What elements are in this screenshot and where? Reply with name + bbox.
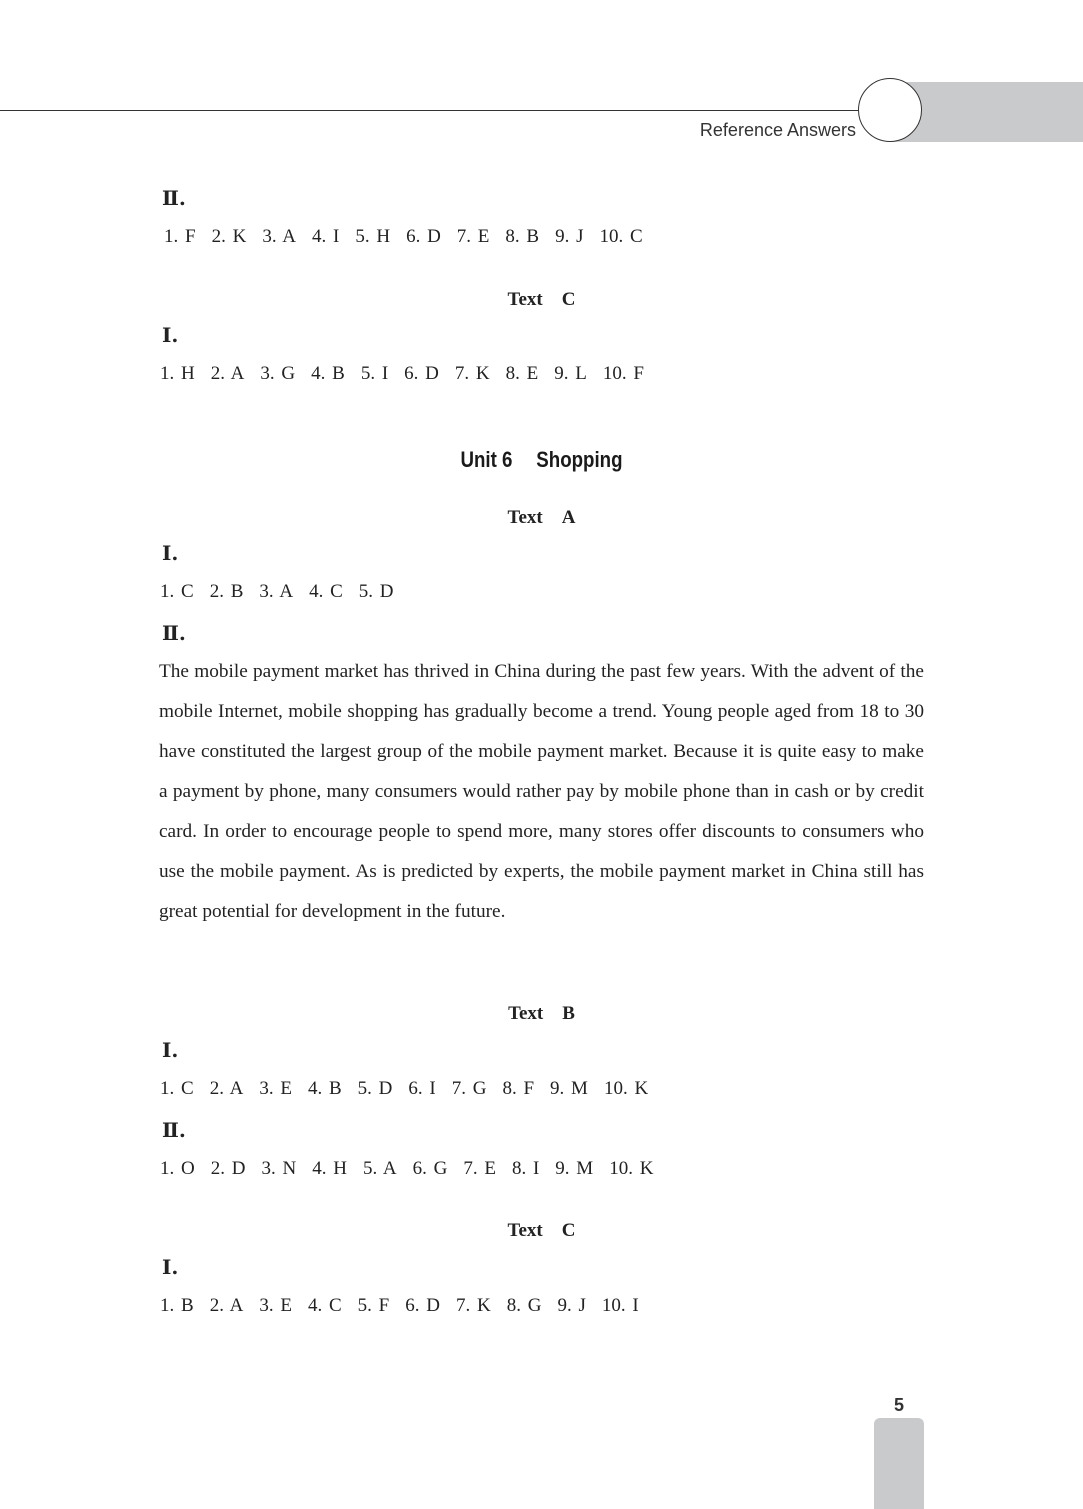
header-circle-ornament: [858, 78, 922, 142]
answer-item: 10. C: [599, 226, 643, 247]
answer-item: 9. L: [554, 363, 587, 384]
section-label-ii: Ⅱ.: [162, 1118, 186, 1142]
answer-item: 7. K: [454, 363, 490, 384]
section-label-i: Ⅰ.: [162, 1038, 179, 1062]
section-label-i: Ⅰ.: [162, 1255, 179, 1279]
answer-item: 4. C: [307, 1295, 342, 1316]
answer-item: 5. I: [360, 363, 389, 384]
answer-item: 1. C: [160, 1078, 194, 1099]
header-rule: [0, 110, 880, 111]
subheading-text-c: Text C: [507, 289, 576, 310]
running-header: Reference Answers: [699, 120, 856, 140]
answer-item: 8. B: [505, 226, 540, 247]
answer-item: 7. E: [463, 1158, 496, 1179]
section-label-ii: Ⅱ.: [162, 186, 186, 210]
answer-item: 7. G: [451, 1078, 487, 1099]
answer-item: 2. K: [211, 226, 247, 247]
answer-row: [160, 1295, 655, 1317]
answer-item: 6. I: [408, 1078, 436, 1099]
answer-item: 8. I: [511, 1158, 540, 1179]
answer-item: 10. I: [601, 1295, 639, 1316]
unit-heading: Unit 6 Shopping: [460, 447, 623, 472]
answer-item: 1. O: [160, 1158, 195, 1179]
answer-item: 7. K: [455, 1295, 491, 1316]
section-label-ii: Ⅱ.: [162, 621, 186, 645]
answer-item: 8. G: [506, 1295, 542, 1316]
answer-item: 1. F: [164, 226, 196, 247]
answer-item: 9. J: [557, 1295, 586, 1316]
answer-item: 1. H: [160, 363, 195, 384]
answer-item: 3. A: [262, 226, 296, 247]
answer-item: 1. B: [160, 1295, 194, 1316]
answer-item: 2. A: [209, 1078, 244, 1099]
answer-item: 9. M: [555, 1158, 594, 1179]
answer-item: 1. C: [160, 581, 194, 602]
answer-item: 3. N: [261, 1158, 297, 1179]
answer-item: 8. F: [502, 1078, 535, 1099]
answer-item: 10. K: [609, 1158, 654, 1179]
answer-row: [160, 581, 409, 603]
answer-item: 10. K: [603, 1078, 649, 1099]
answer-item: 4. B: [311, 363, 345, 384]
subheading-text-c: Text C: [507, 1220, 576, 1241]
answer-item: 9. M: [550, 1078, 588, 1099]
answer-row: [160, 1158, 669, 1180]
answer-item: 4. B: [307, 1078, 342, 1099]
answer-item: 5. D: [358, 581, 394, 602]
footer-tab: [874, 1418, 924, 1509]
subheading-text-a: Text A: [507, 507, 576, 528]
answer-item: 8. E: [505, 363, 539, 384]
answer-item: 3. A: [259, 581, 294, 602]
answer-item: 10. F: [602, 363, 644, 384]
subheading-text-b: Text B: [508, 1003, 575, 1024]
answer-item: 5. H: [355, 226, 391, 247]
translation-paragraph: The mobile payment market has thrived in China during the past few years. With the advent of the mobile Internet, mobile shopping has gradually become a trend. Young people aged from 18 to 30 have constituted the largest group of the mobile payment market. Because it is quite easy to make a payment by phone, many consumers would rather pay by mobile phone than in cash or by credit card. In order to encourage people to spend more, many stores offer discounts to consumers who use the mobile payment. As is predicted by experts, the mobile payment market in China still has great potential for development in the future.: [159, 661, 924, 922]
answer-item: 9. J: [555, 226, 584, 247]
section-label-i: Ⅰ.: [162, 323, 179, 347]
answer-item: 3. G: [260, 363, 296, 384]
answer-item: 5. D: [357, 1078, 393, 1099]
answer-item: 2. A: [210, 363, 245, 384]
answer-row: [160, 363, 660, 385]
answer-item: 4. C: [309, 581, 343, 602]
answer-item: 4. H: [312, 1158, 347, 1179]
answer-item: 2. A: [209, 1295, 244, 1316]
answer-item: 7. E: [456, 226, 490, 247]
answer-item: 3. E: [259, 1078, 292, 1099]
answer-item: 6. G: [412, 1158, 448, 1179]
page-number: 5: [893, 1395, 904, 1415]
answer-row: [160, 1078, 664, 1100]
answer-item: 2. B: [209, 581, 244, 602]
answer-item: 2. D: [210, 1158, 246, 1179]
answer-item: 6. D: [406, 226, 441, 247]
answer-item: 3. E: [259, 1295, 292, 1316]
answer-item: 4. I: [312, 226, 340, 247]
answer-row: [164, 226, 659, 248]
answer-item: 5. A: [362, 1158, 397, 1179]
answer-item: 5. F: [357, 1295, 390, 1316]
answer-item: 6. D: [405, 1295, 440, 1316]
section-label-i: Ⅰ.: [162, 541, 179, 565]
answer-item: 6. D: [404, 363, 439, 384]
